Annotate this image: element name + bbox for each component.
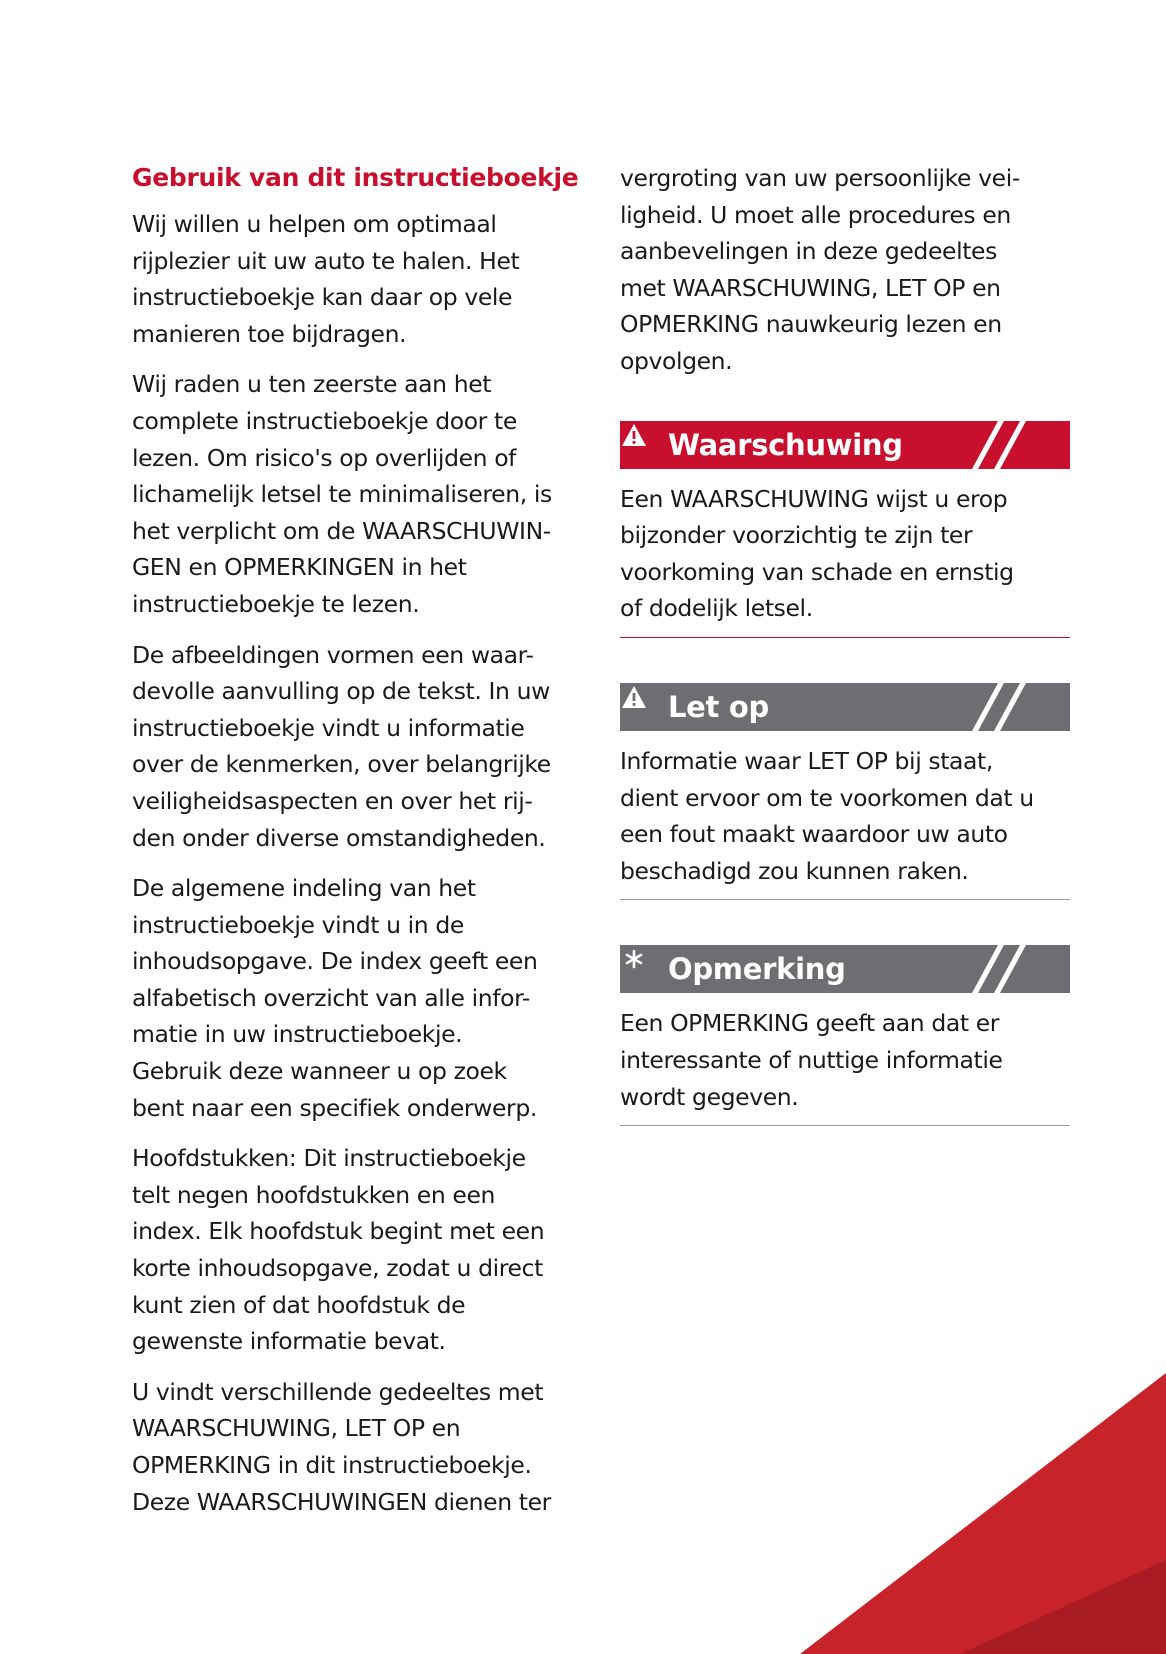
- notice-caution: [620, 683, 1070, 900]
- notice-warning-text: Een WAARSCHUWING wijst u erop bijzonder voorzichtig te zijn ter voorkoming van schade en ernstig of dodelijk letsel.: [620, 484, 1014, 623]
- left-column: [132, 160, 598, 1534]
- right-column: [620, 160, 1070, 1126]
- paragraph-intro: Wij willen u helpen om optimaal rijplezier uit uw auto te halen. Het instructieboekje kan daar op vele manieren toe bijdragen.: [132, 210, 520, 348]
- notice-caution-bar: [620, 683, 1070, 731]
- paragraph-illustrations: De afbeeldingen vormen een waar- devolle aanvulling op de tekst. In uw instructieboekje vindt u informatie over de kenmerken, over belangrijke veiligheidsaspecten en over het rij- den onder diverse omstandigheden.: [132, 640, 551, 852]
- notice-caution-text: Informatie waar LET OP bij staat, dient ervoor om te voorkomen dat u een fout maakt waardoor uw auto beschadigd zou kunnen raken.: [620, 746, 1034, 885]
- notice-caution-title: Let op: [668, 689, 769, 724]
- notice-remark: [620, 945, 1070, 1126]
- section-title: Gebruik van dit instructieboekje: [132, 163, 579, 192]
- warning-triangle-icon: [620, 683, 648, 711]
- notice-remark-text: Een OPMERKING geeft aan dat er interessante of nuttige informatie wordt gegeven.: [620, 1009, 1003, 1111]
- paragraph-sections: U vindt verschillende gedeeltes met WAARSCHUWING, LET OP en OPMERKING in dit instructieboekje. Deze WAARSCHUWINGEN dienen ter: [132, 1377, 551, 1516]
- paragraph-continuation: vergroting van uw persoonlijke vei- ligheid. U moet alle procedures en aanbevelingen in deze gedeeltes met WAARSCHUWING, LET OP en OPMERKING nauwkeurig lezen en opvolgen.: [620, 164, 1020, 375]
- notice-remark-title: Opmerking: [668, 952, 846, 987]
- paragraph-read-manual: Wij raden u ten zeerste aan het complete instructieboekje door te lezen. Om risico's op overlijden of lichamelijk letsel te minimaliseren, is het verplicht om de WAARSCHUWIN- GEN en OPMERKINGEN in het instructieboekje te lezen.: [132, 370, 552, 618]
- asterisk-icon: [620, 945, 648, 973]
- notice-warning: [620, 421, 1070, 638]
- notice-caution-divider: [620, 899, 1070, 900]
- warning-triangle-icon: [620, 421, 648, 449]
- notice-warning-title: Waarschuwing: [668, 427, 903, 462]
- paragraph-layout: De algemene indeling van het instructieboekje vindt u in de inhoudsopgave. De index geeft een alfabetisch overzicht van alle infor- matie in uw instructieboekje. Gebruik deze wanneer u op zoek bent naar een specifiek onderwerp.: [132, 874, 538, 1122]
- notice-remark-bar: [620, 945, 1070, 993]
- notice-remark-divider: [620, 1125, 1070, 1126]
- notice-warning-divider: [620, 637, 1070, 638]
- paragraph-chapters: Hoofdstukken: Dit instructieboekje telt negen hoofdstukken en een index. Elk hoofdstuk begint met een korte inhoudsopgave, zodat u direct kunt zien of dat hoofdstuk de gewenste informatie bevat.: [132, 1144, 545, 1356]
- notice-warning-bar: [620, 421, 1070, 469]
